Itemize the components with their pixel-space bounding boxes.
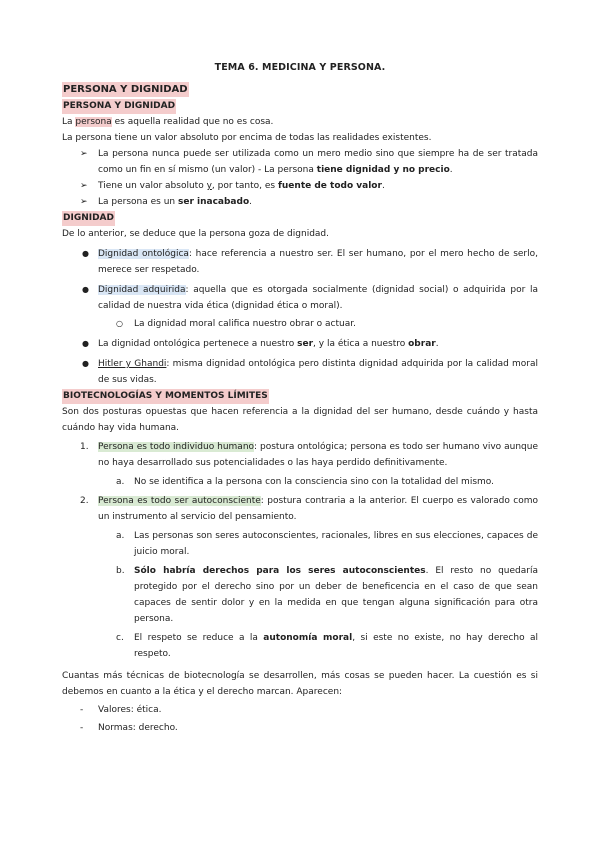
list-item: a. No se identifica a la persona con la consciencia sino con la totalidad del mismo. — [116, 477, 494, 487]
list-item: ● Hitler y Ghandi: misma dignidad ontológica pero distinta dignidad adquirida por la calidad moral de sus vidas. — [62, 356, 538, 388]
document-body — [62, 60, 538, 736]
arrow-bullet-icon: ➢ — [80, 181, 88, 191]
bullet-icon: ● — [82, 339, 89, 348]
document-title: TEMA 6. MEDICINA Y PERSONA. — [214, 62, 386, 73]
list-item: - Normas: derecho. — [80, 723, 178, 733]
list-item: 1. Persona es todo individuo humano: postura ontológica; persona es todo ser humano vivo aunque no haya desarrollado sus potencialidades o las haya perdido definitivamente. — [80, 442, 538, 468]
paragraph-persona-definition: La persona es aquella realidad que no es cosa. — [62, 117, 274, 127]
list-item: ● La dignidad ontológica pertenece a nuestro ser, y la ética a nuestro obrar. — [62, 336, 538, 352]
arrow-bullet-icon: ➢ — [80, 149, 88, 159]
list-item: ● Dignidad adquirida: aquella que es otorgada socialmente (dignidad social) o adquirida por la calidad de nuestra vida ética (dignidad ética o moral). — [62, 282, 538, 314]
heading-dignidad: DIGNIDAD — [62, 211, 115, 226]
list-item: - Valores: ética. — [80, 705, 162, 715]
list-item: ➢ La persona nunca puede ser utilizada como un mero medio sino que siempre ha de ser tratada como un fin en sí mismo (un valor) - La persona tiene dignidad y no precio. — [62, 146, 538, 178]
subheading-persona-y-dignidad: PERSONA Y DIGNIDAD — [62, 99, 176, 114]
list-item: b. Sólo habría derechos para los seres autoconscientes. El resto no quedaría protegido por el derecho sino por un deber de beneficencia en el caso de que sean capaces de sentir dolor y en la medida en que tengan alguna significación para otra persona. — [116, 566, 538, 624]
list-item: c. El respeto se reduce a la autonomía moral, si este no existe, no hay derecho al respeto. — [116, 633, 538, 659]
list-item: 2. Persona es todo ser autoconsciente: postura contraria a la anterior. El cuerpo es valorado como un instrumento al servicio del pensamiento. — [80, 496, 539, 522]
bullet-icon: ● — [82, 249, 89, 258]
list-item: a. Las personas son seres autoconscientes, racionales, libres en sus elecciones, capaces de juicio moral. — [116, 531, 538, 557]
list-item: ➢ La persona es un ser inacabado. — [62, 194, 538, 210]
list-item: ➢ Tiene un valor absoluto y, por tanto, es fuente de todo valor. — [62, 178, 538, 194]
paragraph-biotecnologia-cuestion: Cuantas más técnicas de biotecnología se desarrollen, más cosas se pueden hacer. La cuestión es si debemos en cuanto a la ética y el derecho marcan. Aparecen: — [62, 671, 538, 697]
heading-biotecnologias: BIOTECNOLOGÍAS Y MOMENTOS LÍMITES — [62, 389, 269, 404]
paragraph-dignidad-intro: De lo anterior, se deduce que la persona goza de dignidad. — [62, 229, 329, 239]
paragraph-posturas: Son dos posturas opuestas que hacen referencia a la dignidad del ser humano, desde cuándo y hasta cuándo hay vida humana. — [62, 407, 538, 433]
bullet-icon: ● — [82, 285, 89, 294]
arrow-bullet-icon: ➢ — [80, 197, 88, 207]
list-item: ● Dignidad ontológica: hace referencia a nuestro ser. El ser humano, por el mero hecho de serlo, merece ser respetado. — [62, 246, 538, 278]
list-item: ○ La dignidad moral califica nuestro obrar o actuar. — [62, 316, 538, 332]
paragraph-valor-absoluto: La persona tiene un valor absoluto por encima de todas las realidades existentes. — [62, 133, 432, 143]
bullet-icon: ● — [82, 359, 89, 368]
heading-persona-y-dignidad: PERSONA Y DIGNIDAD — [63, 84, 188, 95]
circle-bullet-icon: ○ — [116, 319, 123, 328]
